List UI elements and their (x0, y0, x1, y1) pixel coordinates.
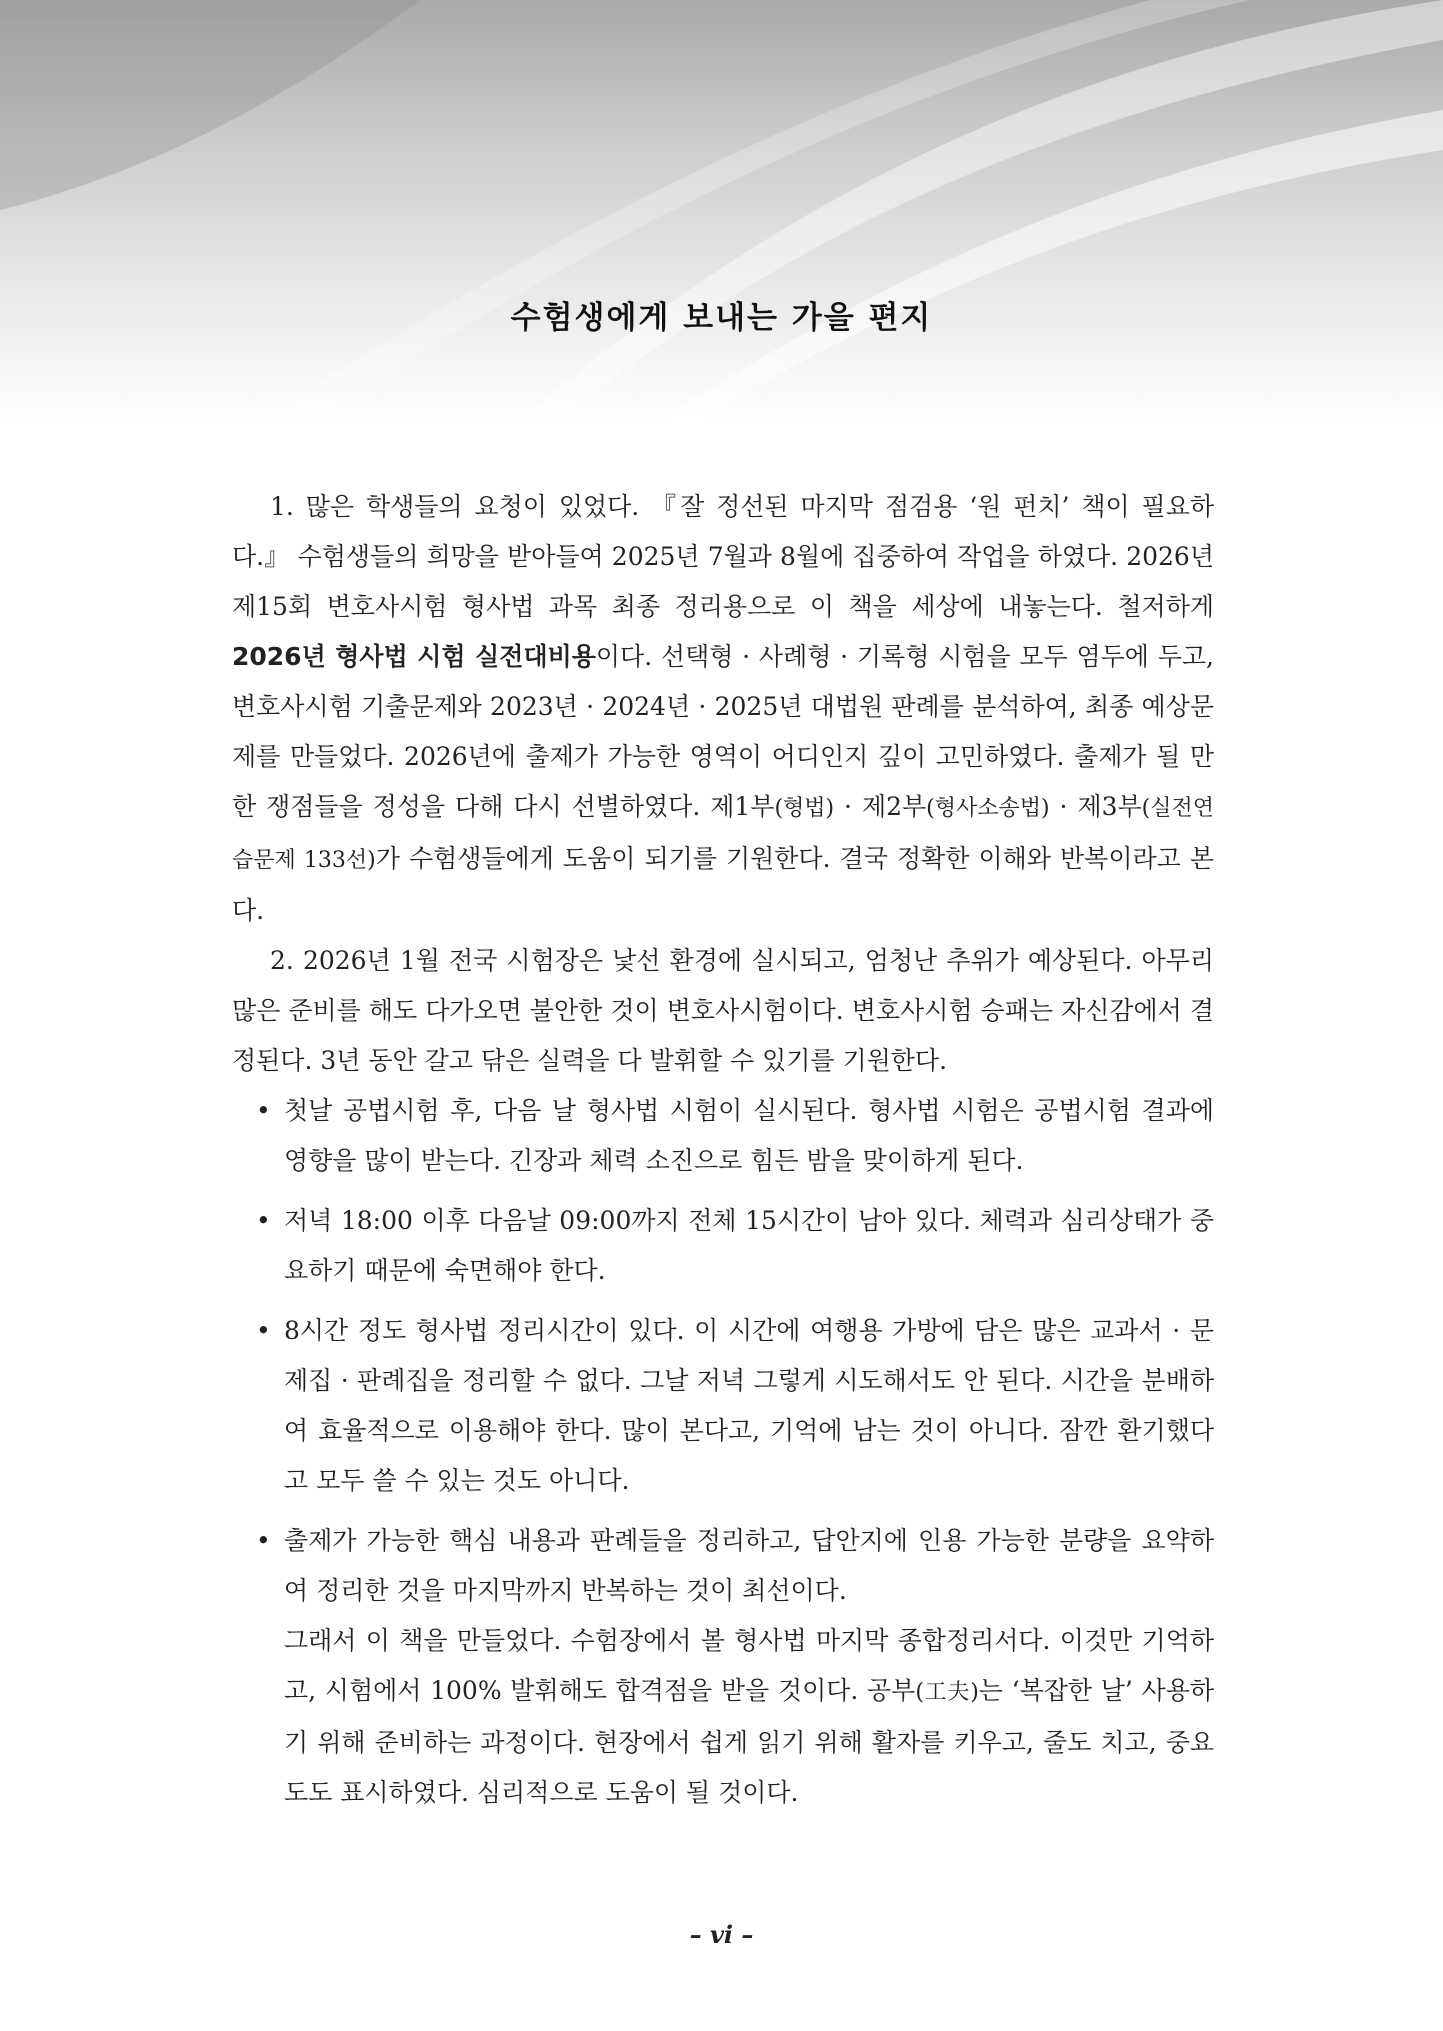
letter-body (232, 482, 1214, 1818)
bullet-list (232, 1086, 1214, 1616)
page-title: 수험생에게 보내는 가을 편지 (510, 300, 933, 336)
page-number: – vi – (689, 1920, 754, 1949)
emphasis-text: 2026년 형사법 시험 실전대비용 (232, 642, 596, 671)
bullet-item: • 출제가 가능한 핵심 내용과 판례들을 정리하고, 답안지에 인용 가능한 분량을 요약하여 정리한 것을 마지막까지 반복하는 것이 최선이다. (284, 1516, 1214, 1616)
paragraph-1: 1. 많은 학생들의 요청이 있었다. 『잘 정선된 마지막 점검용 ‘원 펀치’ 책이 필요하다.』 수험생들의 희망을 받아들여 2025년 7월과 8월에 집중하여 작업을 하였다. 2026년 제15회 변호사시험 형사법 과목 최종 정리용으로 이 책을 세상에 내놓는다. 철저하게 2026년 형사법 시험 실전대비용이다. 선택형 · 사례형 · 기록형 시험을 모두 염두에 두고, 변호사시험 기출문제와 2023년 · 2024년 · 2025년 대법원 판례를 분석하여, 최종 예상문제를 만들었다. 2026년에 출제가 가능한 영역이 어디인지 깊이 고민하였다. 출제가 될 만한 쟁점들을 정성을 다해 다시 선별하였다. 제1부(형법) · 제2부(형사소송법) · 제3부(실전연습문제 133선)가 수험생들에게 도움이 되기를 기원한다. 결국 정확한 이해와 반복이라고 본다. (232, 492, 1215, 925)
bullet-item: • 8시간 정도 형사법 정리시간이 있다. 이 시간에 여행용 가방에 담은 많은 교과서 · 문제집 · 판례집을 정리할 수 없다. 그날 저녁 그렇게 시도해서도 안 된다. 시간을 분배하여 효율적으로 이용해야 한다. 많이 본다고, 기억에 남는 것이 아니다. 잠깐 환기했다고 모두 쓸 수 있는 것도 아니다. (284, 1306, 1214, 1506)
bullet-item: • 저녁 18:00 이후 다음날 09:00까지 전체 15시간이 남아 있다. 체력과 심리상태가 중요하기 때문에 숙면해야 한다. (284, 1196, 1214, 1296)
bullet-item: • 첫날 공법시험 후, 다음 날 형사법 시험이 실시된다. 형사법 시험은 공법시험 결과에 영향을 많이 받는다. 긴장과 체력 소진으로 힘든 밤을 맞이하게 된다. (284, 1086, 1214, 1186)
closing-paragraph: 그래서 이 책을 만들었다. 수험장에서 볼 형사법 마지막 종합정리서다. 이것만 기억하고, 시험에서 100% 발휘해도 합격점을 받을 것이다. 공부(工夫)는 ‘복잡한 날’ 사용하기 위해 준비하는 과정이다. 현장에서 쉽게 읽기 위해 활자를 키우고, 줄도 치고, 중요도도 표시하였다. 심리적으로 도움이 될 것이다. (284, 1626, 1214, 1807)
header-swoosh-decoration (0, 0, 1443, 420)
header-background (0, 0, 1443, 420)
paragraph-2: 2. 2026년 1월 전국 시험장은 낯선 환경에 실시되고, 엄청난 추위가 예상된다. 아무리 많은 준비를 해도 다가오면 불안한 것이 변호사시험이다. 변호사시험 승패는 자신감에서 결정된다. 3년 동안 갈고 닦은 실력을 다 발휘할 수 있기를 기원한다. (232, 946, 1214, 1075)
